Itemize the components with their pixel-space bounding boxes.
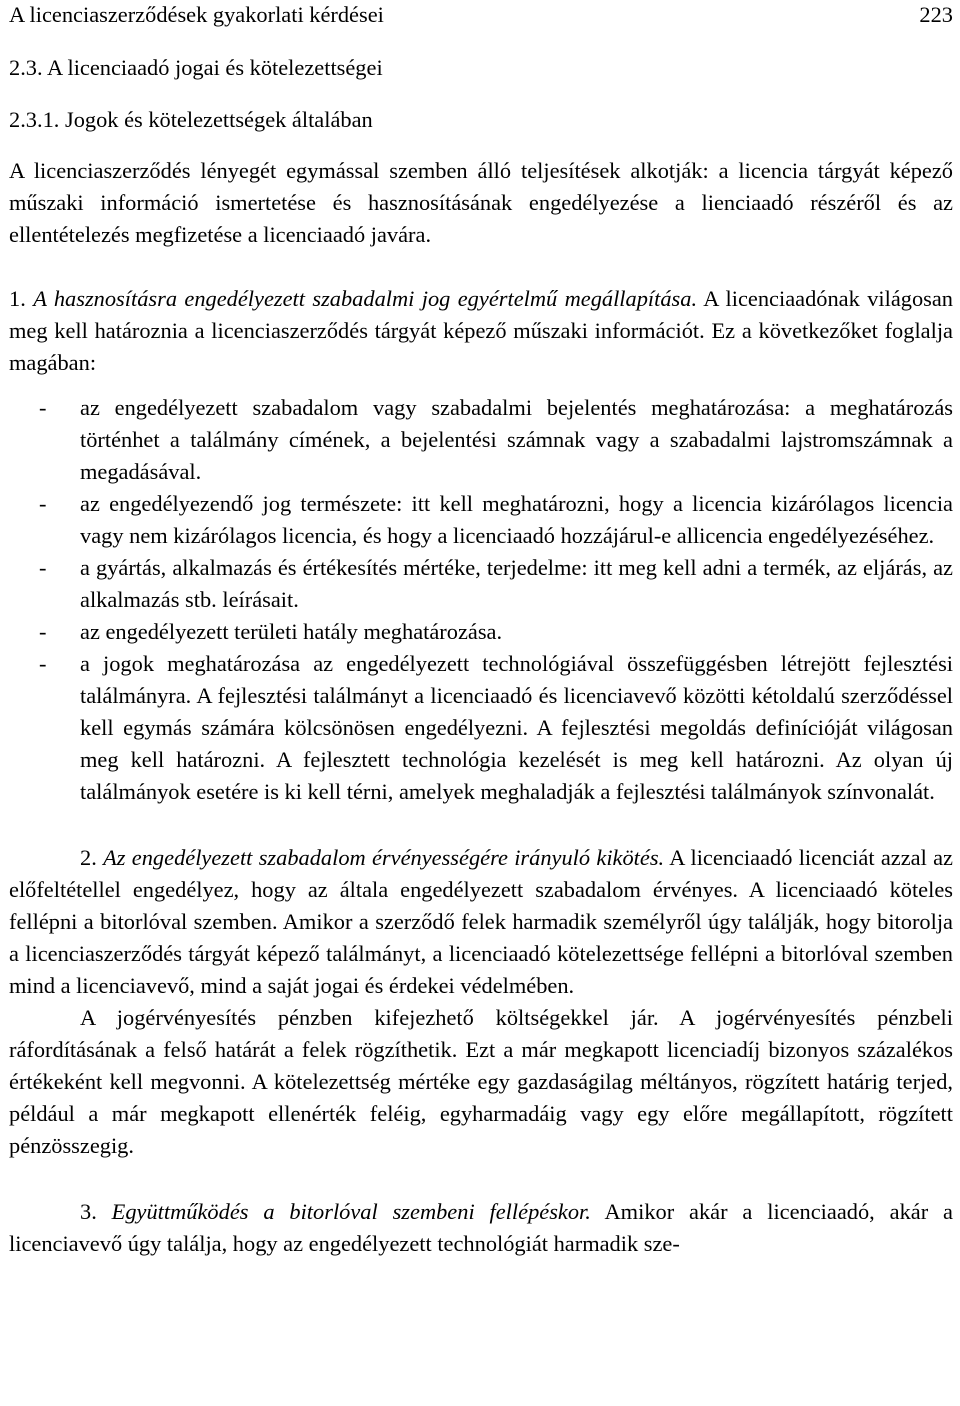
list-item bbox=[9, 488, 953, 552]
intro-paragraph: A licenciaszerződés lényegét egymással szemben álló teljesítések alkotják: a licencia tárgyát képező műszaki információ ismertetése és hasznosításának engedélyezése a lienciaadó részéről és az ellentételezés megfizetése a licenciaadó javára. bbox=[9, 158, 953, 247]
item-1-number: 1. bbox=[9, 286, 26, 311]
item-1-heading: A hasznosításra engedélyezett szabadalmi jog egyértelmű megállapítása. bbox=[33, 286, 698, 311]
list-item-text: a jogok meghatározása az engedélyezett technológiával összefüggésben létrejött fejlesztési találmányra. A fejlesztési találmányt a licenciaadó és licenciavevő közötti kétoldalú szerződéssel kell egymás számára kölcsönösen engedélyezni. A fejlesztési megoldás definícióját világosan meg kell határozni. A fejlesztett technológia kezelését is meg kell határozni. Az olyan új találmányok esetére is ki kell térni, amelyek meghaladják a fejlesztési találmányok színvonalát. bbox=[80, 651, 953, 804]
list-item bbox=[9, 616, 953, 648]
list-dash: - bbox=[39, 555, 47, 580]
item-1-body: A licenciaadónak világosan meg kell határoznia a licenciaszerződés tárgyát képező műszaki információt. Ez a következőket foglalja magában: bbox=[9, 286, 954, 375]
section-title: 2.3. A licenciaadó jogai és kötelezettségei bbox=[9, 55, 383, 80]
page-number: 223 bbox=[919, 2, 953, 27]
list-item bbox=[9, 648, 953, 808]
item-3-number: 3. bbox=[80, 1199, 97, 1224]
item-2-body: A licenciaadó licenciát azzal az előfeltétellel engedélyez, hogy az általa engedélyezett szabadalom érvényes. A licenciaadó köteles fellépni a bitorlóval szemben. Amikor a szerződő felek harmadik személyről úgy találják, hogy bitorolja a licenciaszerződés tárgyát képező találmányt, a licenciaadó kötelezettsége fellépni a bitorlóval szemben mind a licenciavevő, mind a saját jogai és érdekei védelmében. bbox=[9, 845, 953, 998]
list-item-text: az engedélyezett szabadalom vagy szabadalmi bejelentés meghatározása: a meghatározás történhet a találmány címének, a bejelentési számnak vagy a szabadalmi lajstromszámnak a megadásával. bbox=[80, 395, 953, 484]
list-item-text: az engedélyezendő jog természete: itt kell meghatározni, hogy a licencia kizárólagos licencia vagy nem kizárólagos licencia, és hogy a licenciaadó hozzájárul-e allicencia engedélyezéséhez. bbox=[80, 491, 953, 548]
item-3-body: Amikor akár a licenciaadó, akár a licenciavevő úgy találja, hogy az engedélyezett technológiát harmadik sze- bbox=[9, 1199, 953, 1256]
item-3-heading: Együttműködés a bitorlóval szembeni fellépéskor. bbox=[111, 1199, 591, 1224]
list-dash: - bbox=[39, 651, 47, 676]
item-2-heading: Az engedélyezett szabadalom érvényességére irányuló kikötés. bbox=[103, 845, 665, 870]
item-1-bullet-list bbox=[9, 392, 953, 808]
subsection-title: 2.3.1. Jogok és kötelezettségek általában bbox=[9, 107, 373, 132]
document-page bbox=[9, 0, 953, 1260]
running-title: A licenciaszerződések gyakorlati kérdései bbox=[9, 2, 384, 27]
list-item-text: az engedélyezett területi hatály meghatározása. bbox=[80, 619, 503, 644]
item-3-paragraph bbox=[9, 1196, 953, 1260]
page-header bbox=[9, 0, 953, 31]
item-2-second-paragraph: A jogérvényesítés pénzben kifejezhető költségekkel jár. A jogérvényesítés pénzbeli ráfordításának a felső határát a felek rögzíthetik. Ezt a már megkapott licenciadíj bizonyos százalékos értékeként kell megvonni. A kötelezettség mértéke egy gazdaságilag méltányos, rögzített határig terjed, például a már megkapott ellenérték feléig, egyharmadáig vagy egy előre megállapított, rögzített pénzösszegig. bbox=[9, 1005, 953, 1158]
paragraph-gap bbox=[9, 251, 953, 283]
list-dash: - bbox=[39, 491, 47, 516]
list-item-text: a gyártás, alkalmazás és értékesítés mértéke, terjedelme: itt meg kell adni a termék, az eljárás, az alkalmazás stb. leírásait. bbox=[80, 555, 953, 612]
item-1-paragraph bbox=[9, 283, 953, 379]
list-item bbox=[9, 392, 953, 488]
list-item bbox=[9, 552, 953, 616]
list-dash: - bbox=[39, 619, 47, 644]
item-2-paragraph bbox=[9, 842, 953, 1002]
list-dash: - bbox=[39, 395, 47, 420]
item-2-number: 2. bbox=[80, 845, 97, 870]
